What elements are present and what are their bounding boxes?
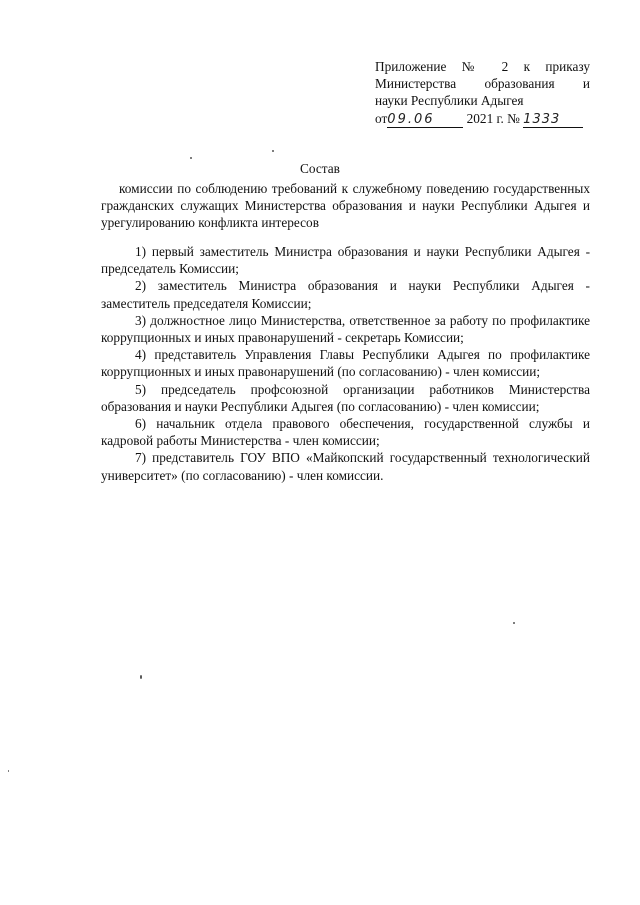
scan-speck — [140, 675, 142, 679]
date-prefix: от — [375, 110, 388, 126]
order-year-label: 2021 г. № — [466, 110, 520, 126]
order-number-handwritten: 1333 — [523, 113, 583, 128]
scan-speck — [8, 770, 9, 772]
order-date-line — [375, 110, 590, 128]
list-item: 1) первый заместитель Министра образования и науки Республики Адыгея - председатель Комиссии; — [101, 244, 590, 277]
document-title: Состав — [300, 161, 340, 176]
list-item: 7) представитель ГОУ ВПО «Майкопский государственный технологический университет» (по согласованию) - член комиссии. — [101, 450, 590, 483]
scan-speck — [272, 150, 274, 152]
scan-speck — [190, 157, 192, 159]
member-list — [101, 243, 590, 484]
list-item: 4) представитель Управления Главы Республики Адыгея по профилактике коррупционных и иных правонарушений (по согласованию) - член комиссии; — [101, 347, 590, 380]
scan-speck — [513, 622, 515, 624]
list-item: 3) должностное лицо Министерства, ответственное за работу по профилактике коррупционных и иных правонарушений - секретарь Комиссии; — [101, 312, 590, 346]
list-item: 2) заместитель Министра образования и науки Республики Адыгея - заместитель председателя Комиссии; — [101, 278, 590, 311]
list-item: 5) председатель профсоюзной организации работников Министерства образования и науки Республики Адыгея (по согласованию) - член комиссии; — [101, 381, 590, 414]
commission-heading: комиссии по соблюдению требований к служебному поведению государственных гражданских служащих Министерства образования и науки Республики Адыгея и урегулированию конфликта интересов — [101, 181, 590, 231]
appendix-line-2: Министерства образования и — [375, 76, 590, 92]
order-date-handwritten: 09.06 — [387, 113, 463, 128]
appendix-line-1: Приложение № 2 к приказу — [375, 59, 590, 74]
appendix-header — [375, 58, 590, 128]
list-item: 6) начальник отдела правового обеспечения, государственной службы и кадровой работы Министерства - член комиссии; — [101, 416, 590, 449]
appendix-line-3: науки Республики Адыгея — [375, 93, 524, 109]
